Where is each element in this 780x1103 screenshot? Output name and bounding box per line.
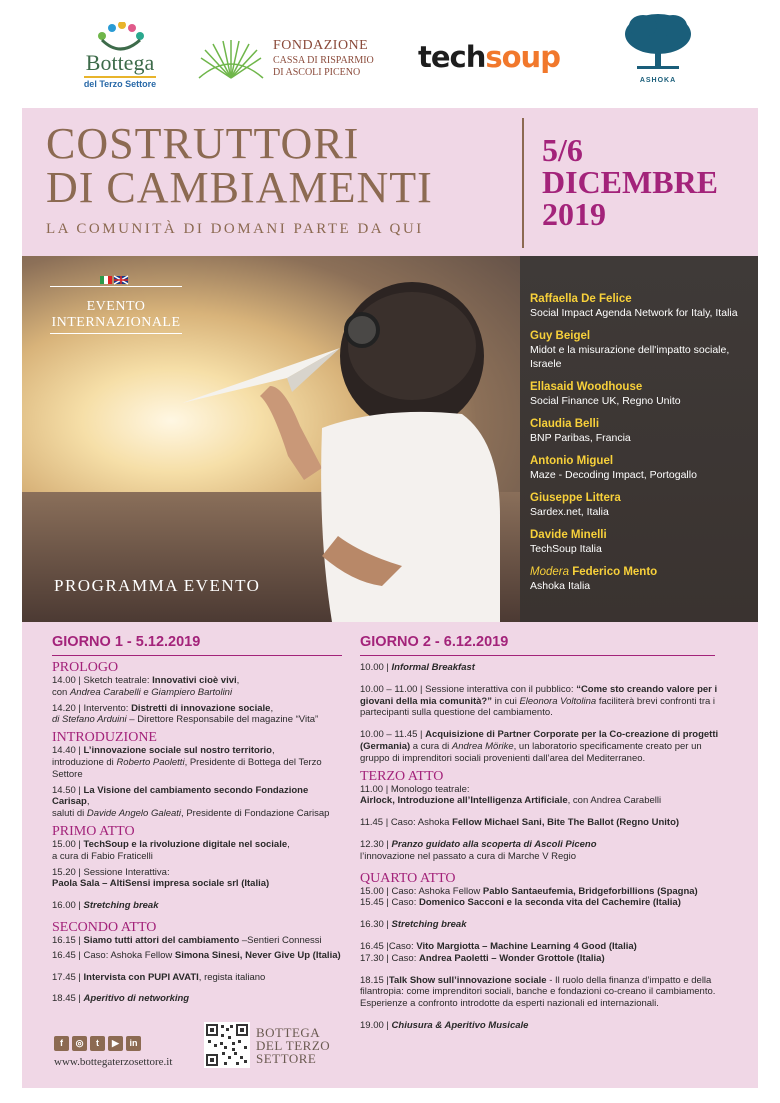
ashoka-logo [612,10,704,92]
date-line3: 2019 [542,196,606,232]
main-title-line1: COSTRUTTORI [46,119,360,168]
speaker-role: Sardex.net, Italia [530,506,609,518]
moderator-person: Federico Mento [572,566,658,578]
moderator-item [530,565,752,593]
section-terzo-atto: TERZO ATTO [360,768,444,784]
evento-rule-bottom [50,333,182,334]
qr-code-icon [204,1022,250,1068]
speaker-role: Midot e la misurazione dell'impatto sociale, Israele [530,344,730,370]
youtube-icon[interactable]: ▶ [108,1036,123,1051]
agenda-item: 10.00 – 11.45 | Acquisizione di Partner Corporate per la Co-creazione di progetti (Germania) a cura di Andrea Mörike, un laboratorio specificamente creato per un gruppo di imprenditori sociali provenienti dall’area del Mediterraneo. [360,729,719,764]
speaker-role: Social Finance UK, Regno Unito [530,395,681,407]
speaker-item [530,454,752,482]
programma-evento: PROGRAMMA EVENTO [54,576,261,595]
speaker-name: Antonio Miguel [530,455,614,467]
moderator-role: Ashoka Italia [530,580,591,592]
speaker-name: Ellasaid Woodhouse [530,381,643,393]
day2-rule [360,655,715,656]
agenda-item: 18.45 | Aperitivo di networking [52,993,190,1005]
evento-rule-top [50,286,182,287]
agenda-item: 16.00 | Stretching break [52,900,159,912]
agenda-item: 15.00 | TechSoup e la rivoluzione digitale nel sociale, a cura di Fabio Fraticelli [52,838,290,862]
agenda-item: 14.50 | La Visione del cambiamento secondo Fondazione Carisap, saluti di Davide Angelo Galeati, Presidente di Fondazione Carisap [52,784,330,820]
moderator-prefix: Modera [530,566,569,578]
agenda-item: 17.30 | Caso: Andrea Paoletti – Wonder Grottole (Italia) [360,952,605,964]
ashoka-name: ASHOKA [639,77,677,84]
speaker-item [530,380,752,408]
agenda-item: 17.45 | Intervista con PUPI AVATI, regista italiano [52,971,266,983]
subtitle: LA COMUNITÀ DI DOMANI PARTE DA QUI [46,221,424,237]
agenda-item: 18.15 |Talk Show sull’innovazione sociale - Il ruolo della finanza d’impatto e della filantropia: come imprenditori sociali, banche e fondazioni co-creano il cambiamento. Esperienze a confronto introdotte da esperti nazionali ed internazionali. [360,974,716,1010]
fondazione-name: FONDAZIONE [273,38,369,53]
evento-internazionale [46,276,186,334]
speaker-role: Maze - Decoding Impact, Portogallo [530,469,697,481]
speakers-list [530,292,752,602]
footer-bottega-l1: BOTTEGA [256,1025,321,1040]
day2-column [360,633,720,1032]
fondazione-sub2: DI ASCOLI PICENO [273,67,361,78]
agenda-item: 16.30 | Stretching break [360,919,467,931]
evento-line2: INTERNAZIONALE [51,315,181,330]
section-secondo-atto: SECONDO ATTO [52,919,157,935]
agenda-item: 12.30 | Pranzo guidato alla scoperta di Ascoli Piceno l’innovazione nel passato a cura di Marche V Regio [360,838,597,862]
agenda-item: 15.20 | Sessione Interattiva: Paola Sala – AltiSensi impresa sociale srl (Italia) [52,866,270,890]
fondazione-logo [195,38,385,84]
logos-row [0,0,780,108]
day2-title: GIORNO 2 - 6.12.2019 [360,634,509,650]
event-date [542,134,718,230]
speaker-name: Claudia Belli [530,418,600,430]
title-divider [522,118,524,248]
moderator-name [530,565,752,579]
speaker-name: Raffaella De Felice [530,293,632,305]
section-quarto-atto: QUARTO ATTO [360,870,456,886]
bottega-mark-icon [92,22,148,52]
agenda-item: 14.00 | Sketch teatrale: Innovativi cioè vivi, con Andrea Carabelli e Giampiero Bartolini [52,675,240,698]
speaker-item [530,491,752,519]
footer-bottega-l2: DEL TERZO [256,1038,331,1053]
linkedin-icon[interactable]: in [126,1036,141,1051]
speaker-role: Social Impact Agenda Network for Italy, Italia [530,307,738,319]
section-introduzione: INTRODUZIONE [52,730,157,746]
agenda-item: 14.40 | L’innovazione sociale sul nostro territorio, introduzione di Roberto Paoletti, Presidente di Bottega del Terzo Settore [52,745,322,780]
speaker-role: TechSoup Italia [530,543,602,555]
agenda-item: 10.00 | Informal Breakfast [360,662,475,673]
title-box [22,108,758,256]
speaker-role: BNP Paribas, Francia [530,432,631,444]
day1-column [52,633,342,1005]
agenda-item: 11.45 | Caso: Ashoka Fellow Michael Sani, Bite The Ballot (Regno Unito) [360,817,680,829]
agenda-item: 15.00 | Caso: Ashoka Fellow Pablo Santaeufemia, Bridgeforbillions (Spagna) [360,885,698,897]
fondazione-fan-icon [195,40,267,80]
techsoup-tech: tech [418,40,486,74]
date-line2: DICEMBRE [542,164,719,200]
day1-title: GIORNO 1 - 5.12.2019 [52,634,201,650]
ashoka-tree-icon [623,10,693,72]
bottega-logo-name: Bottega [85,50,155,75]
main-title [46,119,433,212]
speaker-name: Giuseppe Littera [530,492,621,504]
agenda-item: 16.45 | Caso: Ashoka Fellow Simona Sinesi, Never Give Up (Italia) [52,949,341,961]
footer-bottega-l3: SETTORE [256,1051,317,1066]
footer-bottega-name [256,1026,330,1065]
speaker-item [530,292,752,320]
twitter-icon[interactable]: t [90,1036,105,1051]
flags-icon [100,274,130,286]
facebook-icon[interactable]: f [54,1036,69,1051]
section-primo-atto: PRIMO ATTO [52,823,135,839]
techsoup-logo [418,40,560,74]
fondazione-sub1: CASSA DI RISPARMIO [273,55,374,66]
main-title-line2: DI CAMBIAMENTI [46,163,433,212]
section-prologo: PROLOGO [52,660,119,675]
evento-line1: EVENTO [86,299,146,314]
date-line1: 5/6 [542,132,583,168]
agenda-item: 10.00 – 11.00 | Sessione interattiva con il pubblico: “Come sto creando valore per i giovani della mia comunità?” in cui Eleonora Voltolina faciliterà brevi confronti tra i partecipanti sulla questione del cambiamento. [360,683,718,719]
agenda-item: 11.00 | Monologo teatrale: Airlock, Introduzione all’Intelligenza Artificiale, con Andrea Carabelli [360,783,662,807]
agenda-item: 19.00 | Chiusura & Aperitivo Musicale [360,1019,529,1031]
speaker-item [530,417,752,445]
agenda-item: 15.45 | Caso: Domenico Sacconi e la seconda vita del Cachemire (Italia) [360,897,681,909]
instagram-icon[interactable]: ◎ [72,1036,87,1051]
agenda-item: 14.20 | Intervento: Distretti di innovazione sociale, di Stefano Arduini – Direttore Responsabile del magazine “Vita” [52,702,319,726]
speaker-item [530,528,752,556]
techsoup-soup: soup [485,40,560,74]
website-link[interactable]: www.bottegaterzosettore.it [54,1056,173,1068]
bottega-logo-sub: del Terzo Settore [84,76,156,89]
speaker-name: Guy Beigel [530,330,591,342]
speaker-name: Davide Minelli [530,529,607,541]
speaker-item [530,329,752,371]
bottega-logo [70,22,170,96]
social-icons [54,1036,141,1051]
day1-rule [52,655,342,656]
agenda-item: 16.45 |Caso: Vito Margiotta – Machine Learning 4 Good (Italia) [360,940,637,952]
agenda-item: 16.15 | Siamo tutti attori del cambiamento –Sentieri Connessi [52,934,322,946]
